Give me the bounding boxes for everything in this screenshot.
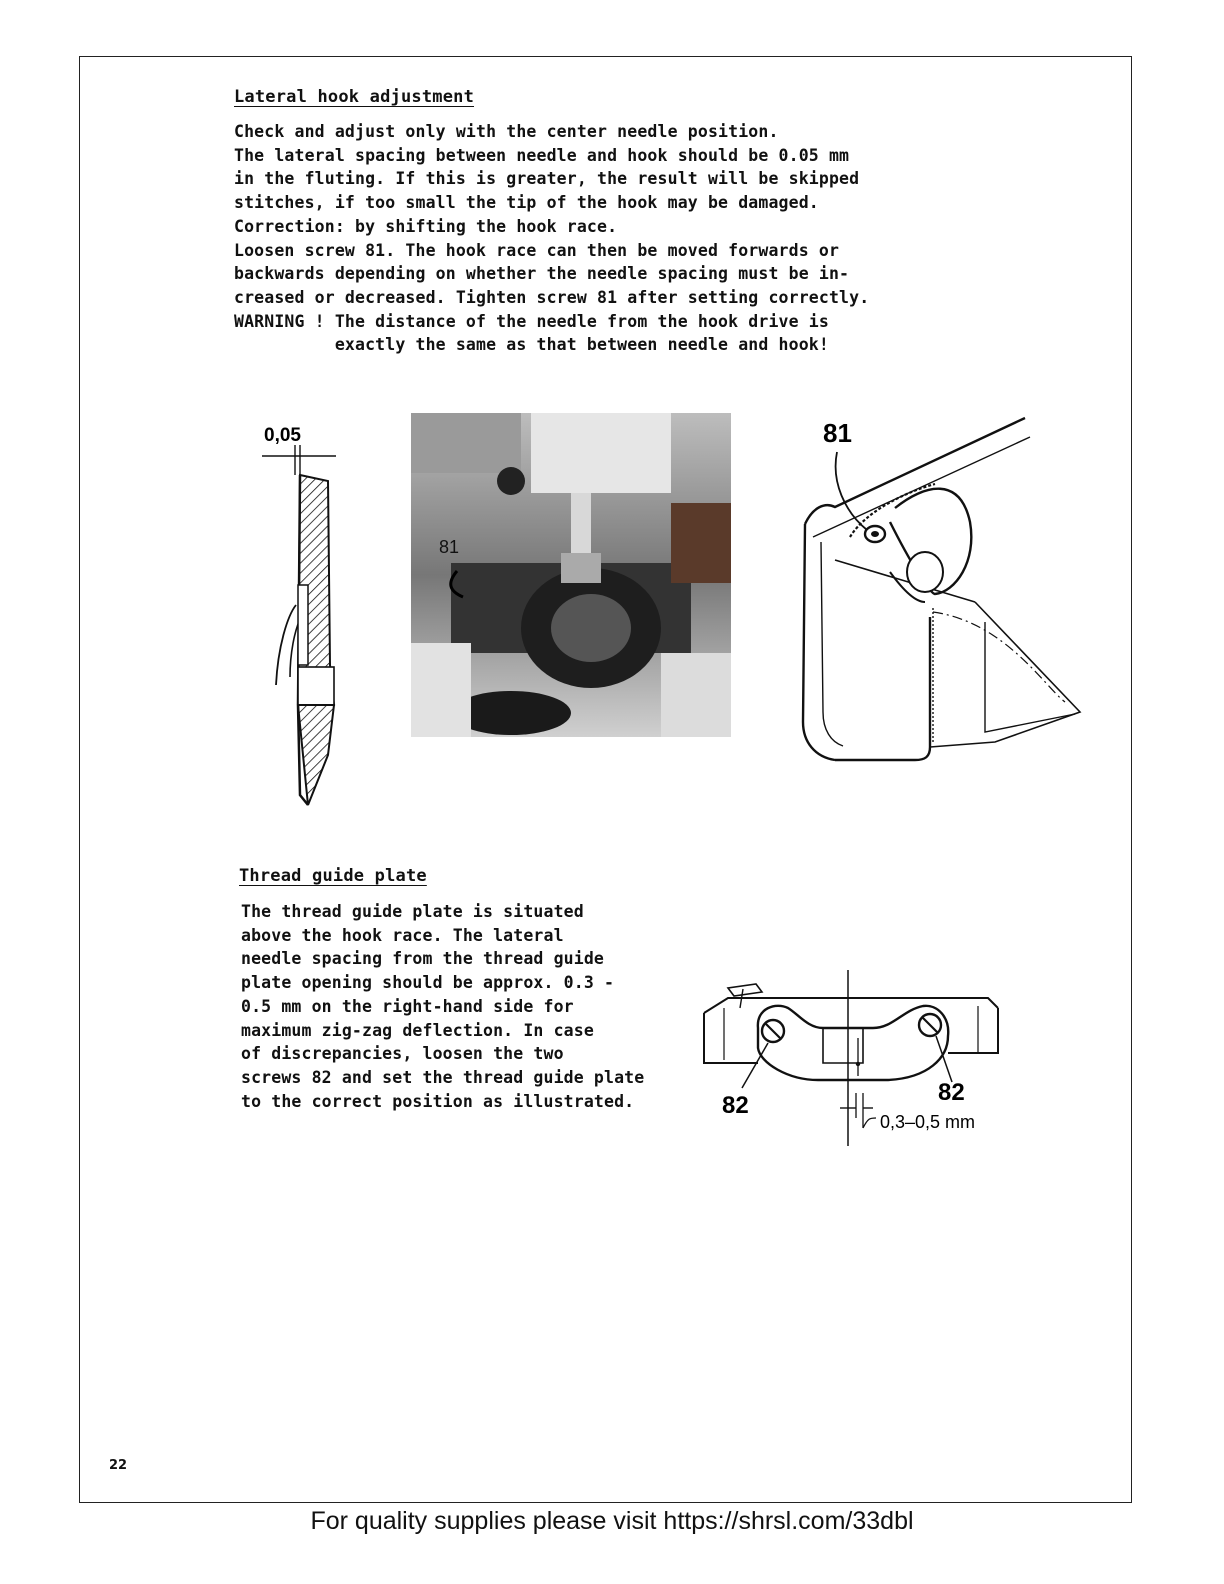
text-line: above the hook race. The lateral bbox=[241, 925, 564, 945]
text-line: maximum zig-zag deflection. In case bbox=[241, 1020, 594, 1040]
text-line: 0.5 mm on the right-hand side for bbox=[241, 996, 574, 1016]
screw-label-right: 82 bbox=[938, 1079, 965, 1106]
hook-drive-screw-label: 81 bbox=[823, 418, 852, 448]
text-line: of discrepancies, loosen the two bbox=[241, 1044, 564, 1064]
text-line: screws 82 and set the thread guide plate bbox=[241, 1067, 645, 1087]
section-heading-thread-guide-plate: Thread guide plate bbox=[239, 866, 427, 886]
thread-guide-paragraph bbox=[241, 900, 644, 1113]
text-line: Correction: by shifting the hook race. bbox=[234, 216, 618, 236]
text-line: Check and adjust only with the center needle position. bbox=[234, 122, 779, 141]
text-line: The thread guide plate is situated bbox=[241, 902, 584, 921]
text-line: exactly the same as that between needle and hook! bbox=[234, 335, 829, 355]
text-line: WARNING ! The distance of the needle from the hook drive is bbox=[234, 311, 829, 331]
text-line: stitches, if too small the tip of the hook may be damaged. bbox=[234, 193, 819, 213]
plate-dimension-label: 0,3–0,5 mm bbox=[880, 1112, 976, 1132]
footer-text: For quality supplies please visit https://shrsl.com/33dbl bbox=[310, 1507, 914, 1535]
hook-drive-diagram bbox=[795, 412, 1085, 767]
thread-guide-plate-diagram bbox=[698, 968, 1008, 1148]
text-line: in the fluting. If this is greater, the result will be skipped bbox=[234, 169, 860, 189]
text-line: plate opening should be approx. 0.3 - bbox=[241, 973, 615, 993]
screw-label-left: 82 bbox=[722, 1092, 749, 1119]
lateral-hook-paragraph bbox=[234, 120, 869, 357]
needle-gap-label: 0,05 bbox=[264, 425, 301, 446]
text-line: to the correct position as illustrated. bbox=[241, 1091, 635, 1111]
hook-race-photo bbox=[411, 413, 731, 737]
text-line: backwards depending on whether the needle spacing must be in- bbox=[234, 264, 850, 284]
text-line: Loosen screw 81. The hook race can then be moved forwards or bbox=[234, 240, 840, 260]
text-line: The lateral spacing between needle and hook should be 0.05 mm bbox=[234, 145, 850, 165]
text-line: creased or decreased. Tighten screw 81 after setting correctly. bbox=[234, 287, 870, 307]
page-number: 22 bbox=[109, 1458, 128, 1473]
needle-diagram bbox=[250, 415, 360, 805]
text-line: needle spacing from the thread guide bbox=[241, 949, 605, 969]
photo-screw-label: 81 bbox=[439, 537, 460, 557]
section-heading-lateral-hook: Lateral hook adjustment bbox=[234, 87, 475, 107]
